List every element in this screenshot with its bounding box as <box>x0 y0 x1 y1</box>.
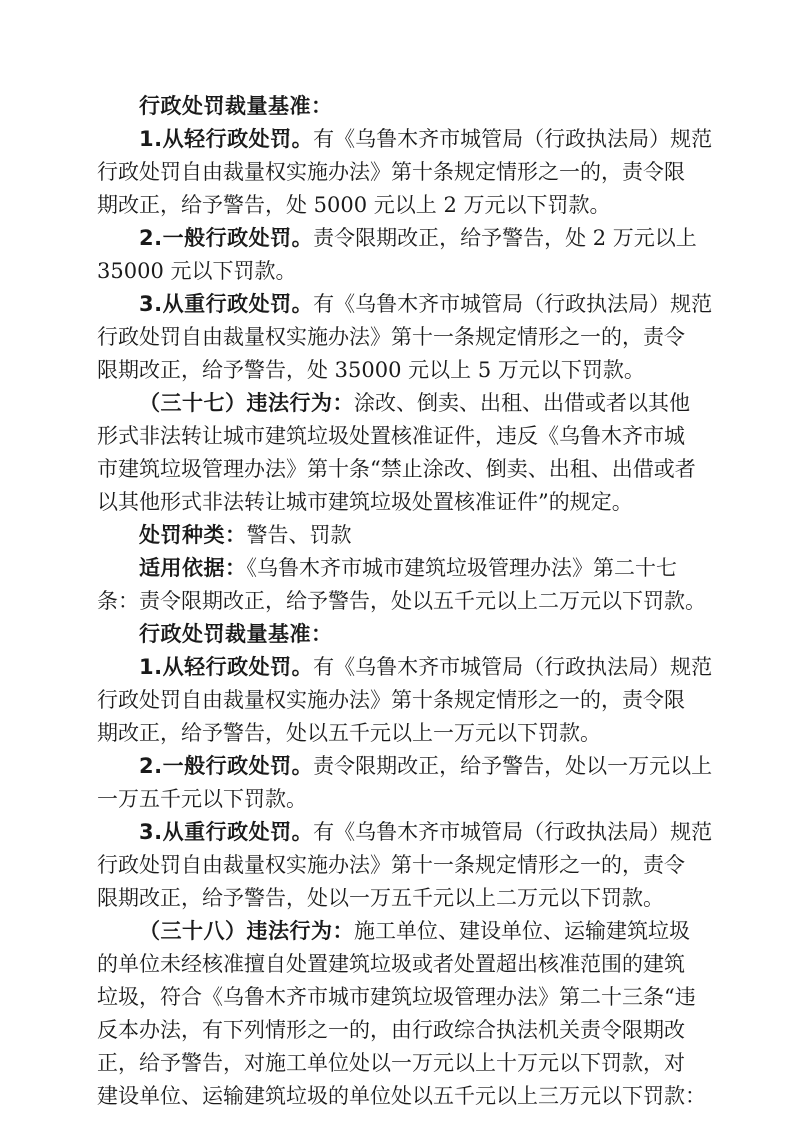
text-line <box>97 882 701 915</box>
text-line <box>97 915 701 948</box>
text-line <box>97 90 701 123</box>
text-line <box>97 288 713 321</box>
body-text: 一万五千元以下罚款。 <box>97 787 307 811</box>
body-text: 形式非法转让城市建筑垃圾处置核准证件，违反《乌鲁木齐市城 <box>97 424 685 448</box>
body-text: 限期改正，给予警告，处 35000 元以上 5 万元以下罚款。 <box>97 358 645 382</box>
body-text: 涂改、倒卖、出租、出借或者以其他 <box>354 391 690 415</box>
body-text: 行政处罚自由裁量权实施办法》第十条规定情形之一的，责令限 <box>97 160 685 184</box>
body-text: 限期改正，给予警告，处以一万五千元以上二万元以下罚款。 <box>97 886 664 910</box>
text-line <box>97 420 701 453</box>
body-text: 责令限期改正，给予警告，处 2 万元以上 <box>313 226 697 250</box>
text-line <box>97 585 706 618</box>
text-line <box>97 453 701 486</box>
text-line <box>97 519 701 552</box>
bold-heading-text: 行政处罚裁量基准： <box>139 622 333 646</box>
bold-heading-text: （三十八）违法行为： <box>139 919 354 943</box>
text-line <box>97 618 701 651</box>
body-text: 垃圾，符合《乌鲁木齐市城市建筑垃圾管理办法》第二十三条“违 <box>97 985 696 1009</box>
text-line <box>97 1014 701 1047</box>
body-text: 期改正，给予警告，处 5000 元以上 2 万元以下罚款。 <box>97 193 611 217</box>
bold-heading-text: 1.从轻行政处罚。 <box>139 127 314 151</box>
body-text: 有《乌鲁木齐市城管局（行政执法局）规范 <box>313 127 713 151</box>
text-line <box>97 123 713 156</box>
body-text: 条：责令限期改正，给予警告，处以五千元以上二万元以下罚款。 <box>97 589 706 613</box>
body-text: 有《乌鲁木齐市城管局（行政执法局）规范 <box>313 820 713 844</box>
body-text: 正，给予警告，对施工单位处以一万元以上十万元以下罚款，对 <box>97 1051 685 1075</box>
bold-heading-text: 处罚种类： <box>139 523 247 547</box>
body-text: 的单位未经核准擅自处置建筑垃圾或者处置超出核准范围的建筑 <box>97 952 685 976</box>
bold-heading-text: 1.从轻行政处罚。 <box>139 655 314 679</box>
body-text: 35000 元以下罚款。 <box>97 259 297 283</box>
bold-heading-text: 3.从重行政处罚。 <box>139 820 314 844</box>
body-text: 施工单位、建设单位、运输建筑垃圾 <box>354 919 690 943</box>
text-line <box>97 750 713 783</box>
body-text: 《乌鲁木齐市城市建筑垃圾管理办法》第二十七 <box>246 556 677 580</box>
text-line <box>97 354 701 387</box>
body-text: 行政处罚自由裁量权实施办法》第十一条规定情形之一的，责令 <box>97 853 685 877</box>
body-text: 期改正，给予警告，处以五千元以上一万元以下罚款。 <box>97 721 601 745</box>
text-line <box>97 981 701 1014</box>
text-line <box>97 849 701 882</box>
bold-heading-text: 2.一般行政处罚。 <box>139 754 314 778</box>
text-line <box>97 255 701 288</box>
text-line <box>97 816 713 849</box>
text-line <box>97 717 701 750</box>
text-line <box>97 156 701 189</box>
bold-heading-text: 3.从重行政处罚。 <box>139 292 314 316</box>
body-text: 反本办法，有下列情形之一的，由行政综合执法机关责令限期改 <box>97 1018 685 1042</box>
text-line <box>97 486 701 519</box>
body-text: 有《乌鲁木齐市城管局（行政执法局）规范 <box>313 292 713 316</box>
text-line <box>97 783 701 816</box>
body-text: 责令限期改正，给予警告，处以一万元以上 <box>313 754 713 778</box>
text-line <box>97 222 701 255</box>
bold-heading-text: （三十七）违法行为： <box>139 391 354 415</box>
text-line <box>97 189 701 222</box>
text-line <box>97 1047 701 1080</box>
text-line <box>97 321 701 354</box>
text-line <box>97 948 701 981</box>
text-line <box>97 552 701 585</box>
text-line <box>97 651 713 684</box>
text-line <box>97 684 701 717</box>
body-text: 警告、罚款 <box>246 523 352 547</box>
body-text: 市建筑垃圾管理办法》第十条“禁止涂改、倒卖、出租、出借或者 <box>97 457 696 481</box>
bold-heading-text: 2.一般行政处罚。 <box>139 226 314 250</box>
body-text: 行政处罚自由裁量权实施办法》第十一条规定情形之一的，责令 <box>97 325 685 349</box>
text-line <box>97 1080 706 1113</box>
bold-heading-text: 适用依据： <box>139 556 247 580</box>
bold-heading-text: 行政处罚裁量基准： <box>139 94 333 118</box>
body-text: 行政处罚自由裁量权实施办法》第十条规定情形之一的，责令限 <box>97 688 685 712</box>
body-text: 建设单位、运输建筑垃圾的单位处以五千元以上三万元以下罚款： <box>97 1084 706 1108</box>
text-line <box>97 387 701 420</box>
body-text: 有《乌鲁木齐市城管局（行政执法局）规范 <box>313 655 713 679</box>
document-page <box>97 90 713 1113</box>
body-text: 以其他形式非法转让城市建筑垃圾处置核准证件”的规定。 <box>97 490 633 514</box>
